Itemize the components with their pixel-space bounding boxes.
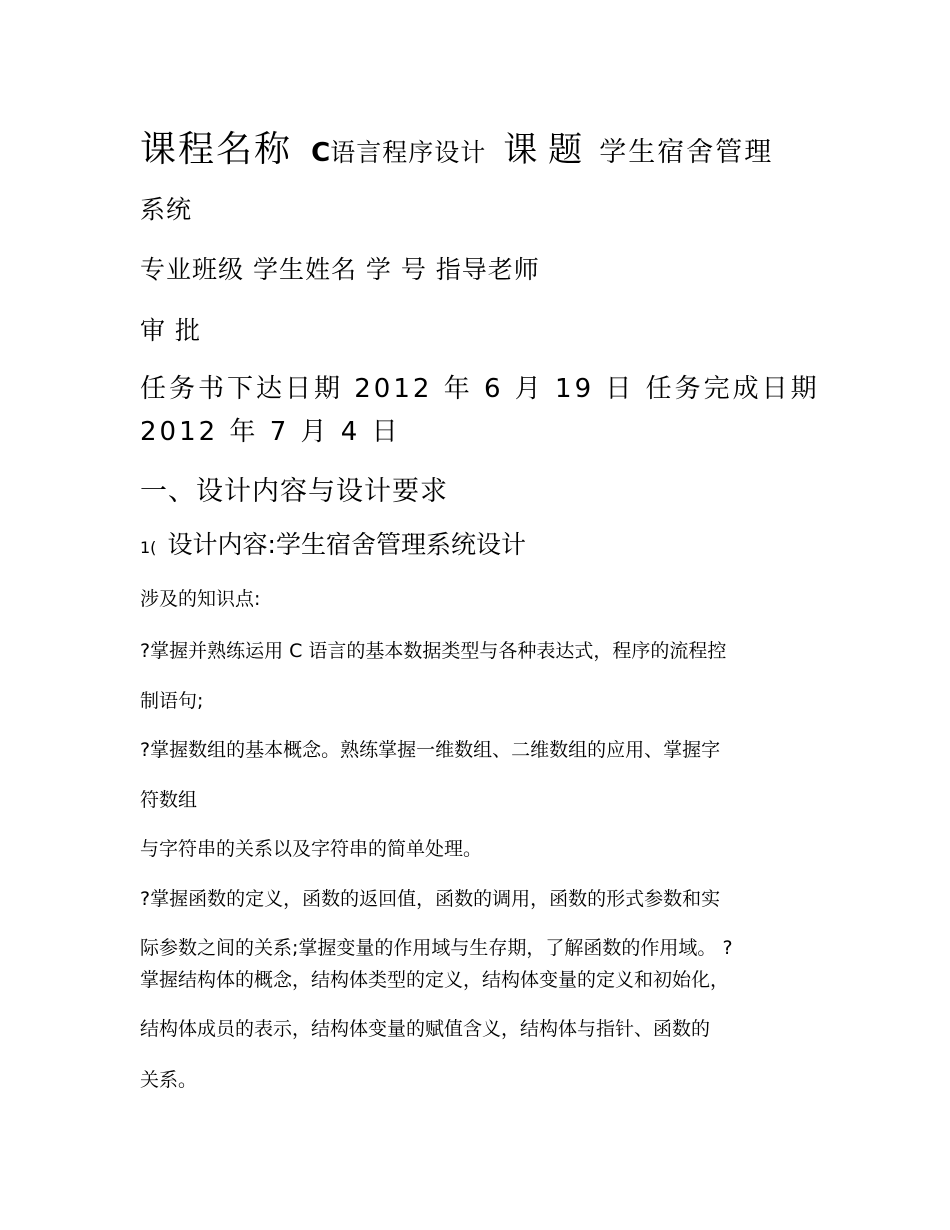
body-line: ?掌握并熟练运用 C 语言的基本数据类型与各种表达式，程序的流程控 bbox=[140, 640, 727, 662]
students-line: 专业班级 学生姓名 学 号 指导老师 bbox=[140, 255, 540, 284]
subsection-heading-line bbox=[140, 532, 526, 557]
body-line: 掌握结构体的概念，结构体类型的定义，结构体变量的定义和初始化， bbox=[140, 969, 730, 991]
course-name: 语言程序设计 bbox=[330, 138, 487, 167]
course-name-letter: C bbox=[311, 138, 331, 168]
dates-line-1: 任务书下达日期 2012 年 6 月 19 日 任务完成日期 bbox=[140, 374, 820, 404]
topic-value-continued: 系统 bbox=[140, 195, 193, 224]
body-line: 符数组 bbox=[140, 789, 198, 811]
body-line: ?掌握函数的定义，函数的返回值，函数的调用，函数的形式参数和实 bbox=[140, 888, 721, 910]
body-line: 关系。 bbox=[140, 1069, 198, 1091]
dates-line-2: 2012 年 7 月 4 日 bbox=[140, 417, 401, 447]
body-line: 际参数之间的关系;掌握变量的作用域与生存期，了解函数的作用域。 ? bbox=[140, 937, 733, 959]
approval-line: 审 批 bbox=[140, 316, 201, 345]
topic-label: 课 题 bbox=[503, 130, 583, 170]
body-line: 结构体成员的表示，结构体变量的赋值含义，结构体与指针、函数的 bbox=[140, 1018, 711, 1040]
body-line: ?掌握数组的基本概念。熟练掌握一维数组、二维数组的应用、掌握字 bbox=[140, 739, 721, 761]
body-line: 制语句; bbox=[140, 690, 204, 712]
subsection-heading: 设计内容:学生宿舍管理系统设计 bbox=[167, 530, 526, 559]
body-line: 与字符串的关系以及字符串的简单处理。 bbox=[140, 838, 483, 860]
topic-value: 学生宿舍管理 bbox=[599, 137, 774, 168]
course-title-line bbox=[140, 129, 774, 170]
subsection-number: 1( bbox=[140, 538, 157, 557]
section-heading: 一、设计内容与设计要求 bbox=[140, 476, 448, 507]
knowledge-label: 涉及的知识点: bbox=[140, 588, 261, 610]
course-label: 课程名称 bbox=[140, 129, 293, 170]
